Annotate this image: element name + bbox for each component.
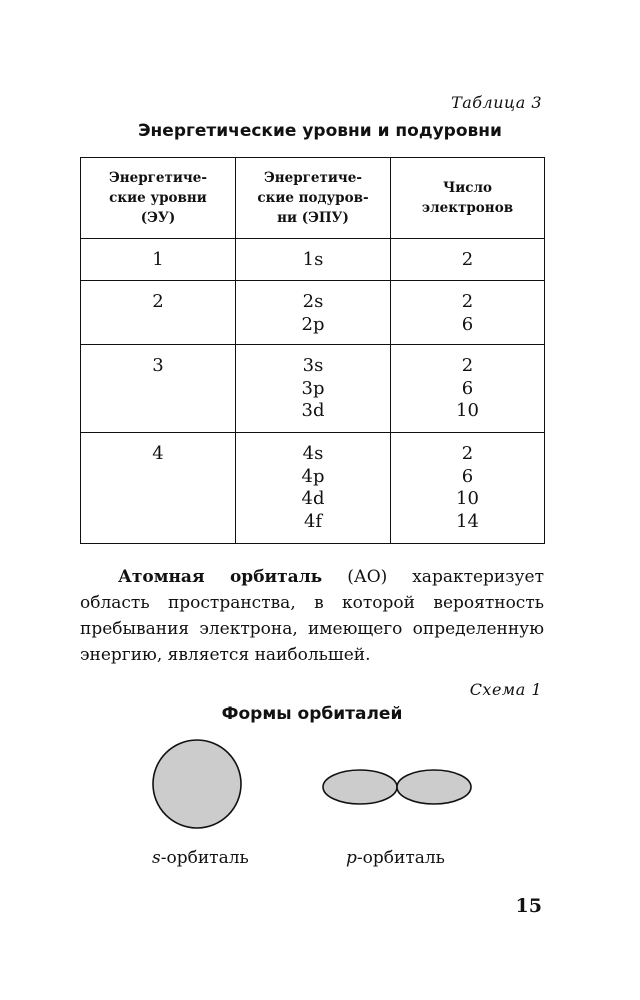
electrons-cell [391, 281, 545, 345]
header-line: электронов [421, 200, 514, 216]
sublevel-value: 4p [301, 465, 325, 487]
sublevels-cell [236, 239, 391, 281]
sublevel-value: 2s [302, 291, 324, 312]
table-row [81, 345, 545, 433]
sublevels-cell [236, 433, 391, 544]
header-line: Число [442, 180, 493, 196]
sublevel-value: 3s [302, 355, 324, 376]
level-cell [81, 433, 236, 544]
table-row [81, 281, 545, 345]
energy-levels-table [80, 157, 545, 544]
table-title: Энергетические уровни и подуровни [138, 121, 502, 141]
s-letter: s [152, 848, 161, 868]
header-line: ские подуров- [257, 190, 369, 206]
definition-term: Атомная орбиталь [118, 567, 323, 587]
level-cell [81, 281, 236, 345]
header-line: ни (ЭПУ) [277, 210, 349, 226]
header-line: Энергетиче- [109, 170, 207, 186]
table-row [81, 433, 545, 544]
definition-text: (АО) характеризует область пространства, в которой вероятность пребывания электрона, имеющего определенную энергию, является наибольшей. [80, 567, 545, 665]
p-letter: p [346, 848, 357, 868]
sublevel-value: 4f [303, 510, 323, 532]
sublevel-value: 4s [302, 443, 324, 464]
level-value: 1 [152, 249, 164, 270]
electron-value: 10 [456, 400, 479, 421]
electron-value: 2 [461, 291, 474, 312]
table-header-row [81, 158, 545, 239]
electron-value: 10 [456, 488, 479, 509]
header-electron-count [391, 158, 545, 239]
table-label: Таблица 3 [451, 93, 542, 112]
sublevel-value: 3p [301, 377, 325, 399]
sublevel-value: 4d [301, 488, 325, 509]
s-orbital-caption [152, 848, 249, 868]
sublevel-value: 1s [302, 249, 324, 270]
level-cell [81, 239, 236, 281]
scheme-title: Формы орбиталей [221, 704, 403, 724]
electron-value: 2 [461, 249, 474, 270]
s-caption-suffix: -орбиталь [160, 848, 249, 868]
electron-value: 6 [461, 377, 474, 399]
header-line: (ЭУ) [140, 210, 176, 226]
header-sublevels [236, 158, 391, 239]
p-caption-suffix: -орбиталь [356, 848, 445, 868]
sublevels-cell [236, 345, 391, 433]
electron-value: 14 [456, 510, 479, 532]
level-value: 4 [152, 443, 164, 464]
level-value: 2 [152, 291, 164, 312]
electron-value: 2 [461, 355, 474, 376]
sublevel-value: 2p [301, 313, 325, 335]
electron-value: 6 [461, 465, 474, 487]
s-orbital-shape [153, 740, 241, 828]
table-row [81, 239, 545, 281]
orbital-shapes-diagram [140, 735, 520, 835]
electrons-cell [391, 433, 545, 544]
definition-paragraph [80, 564, 544, 668]
level-value: 3 [152, 355, 164, 376]
electrons-cell [391, 239, 545, 281]
sublevels-cell [236, 281, 391, 345]
electrons-cell [391, 345, 545, 433]
scheme-label: Схема 1 [469, 680, 542, 699]
electron-value: 6 [461, 313, 474, 335]
p-orbital-lobe-right [397, 770, 471, 804]
p-orbital-caption [346, 848, 445, 868]
header-energy-levels [81, 158, 236, 239]
level-cell [81, 345, 236, 433]
page-number: 15 [515, 895, 542, 917]
sublevel-value: 3d [301, 400, 325, 421]
electron-value: 2 [461, 443, 474, 464]
header-line: Энергетиче- [264, 170, 362, 186]
p-orbital-lobe-left [323, 770, 397, 804]
header-line: ские уровни [109, 190, 207, 206]
